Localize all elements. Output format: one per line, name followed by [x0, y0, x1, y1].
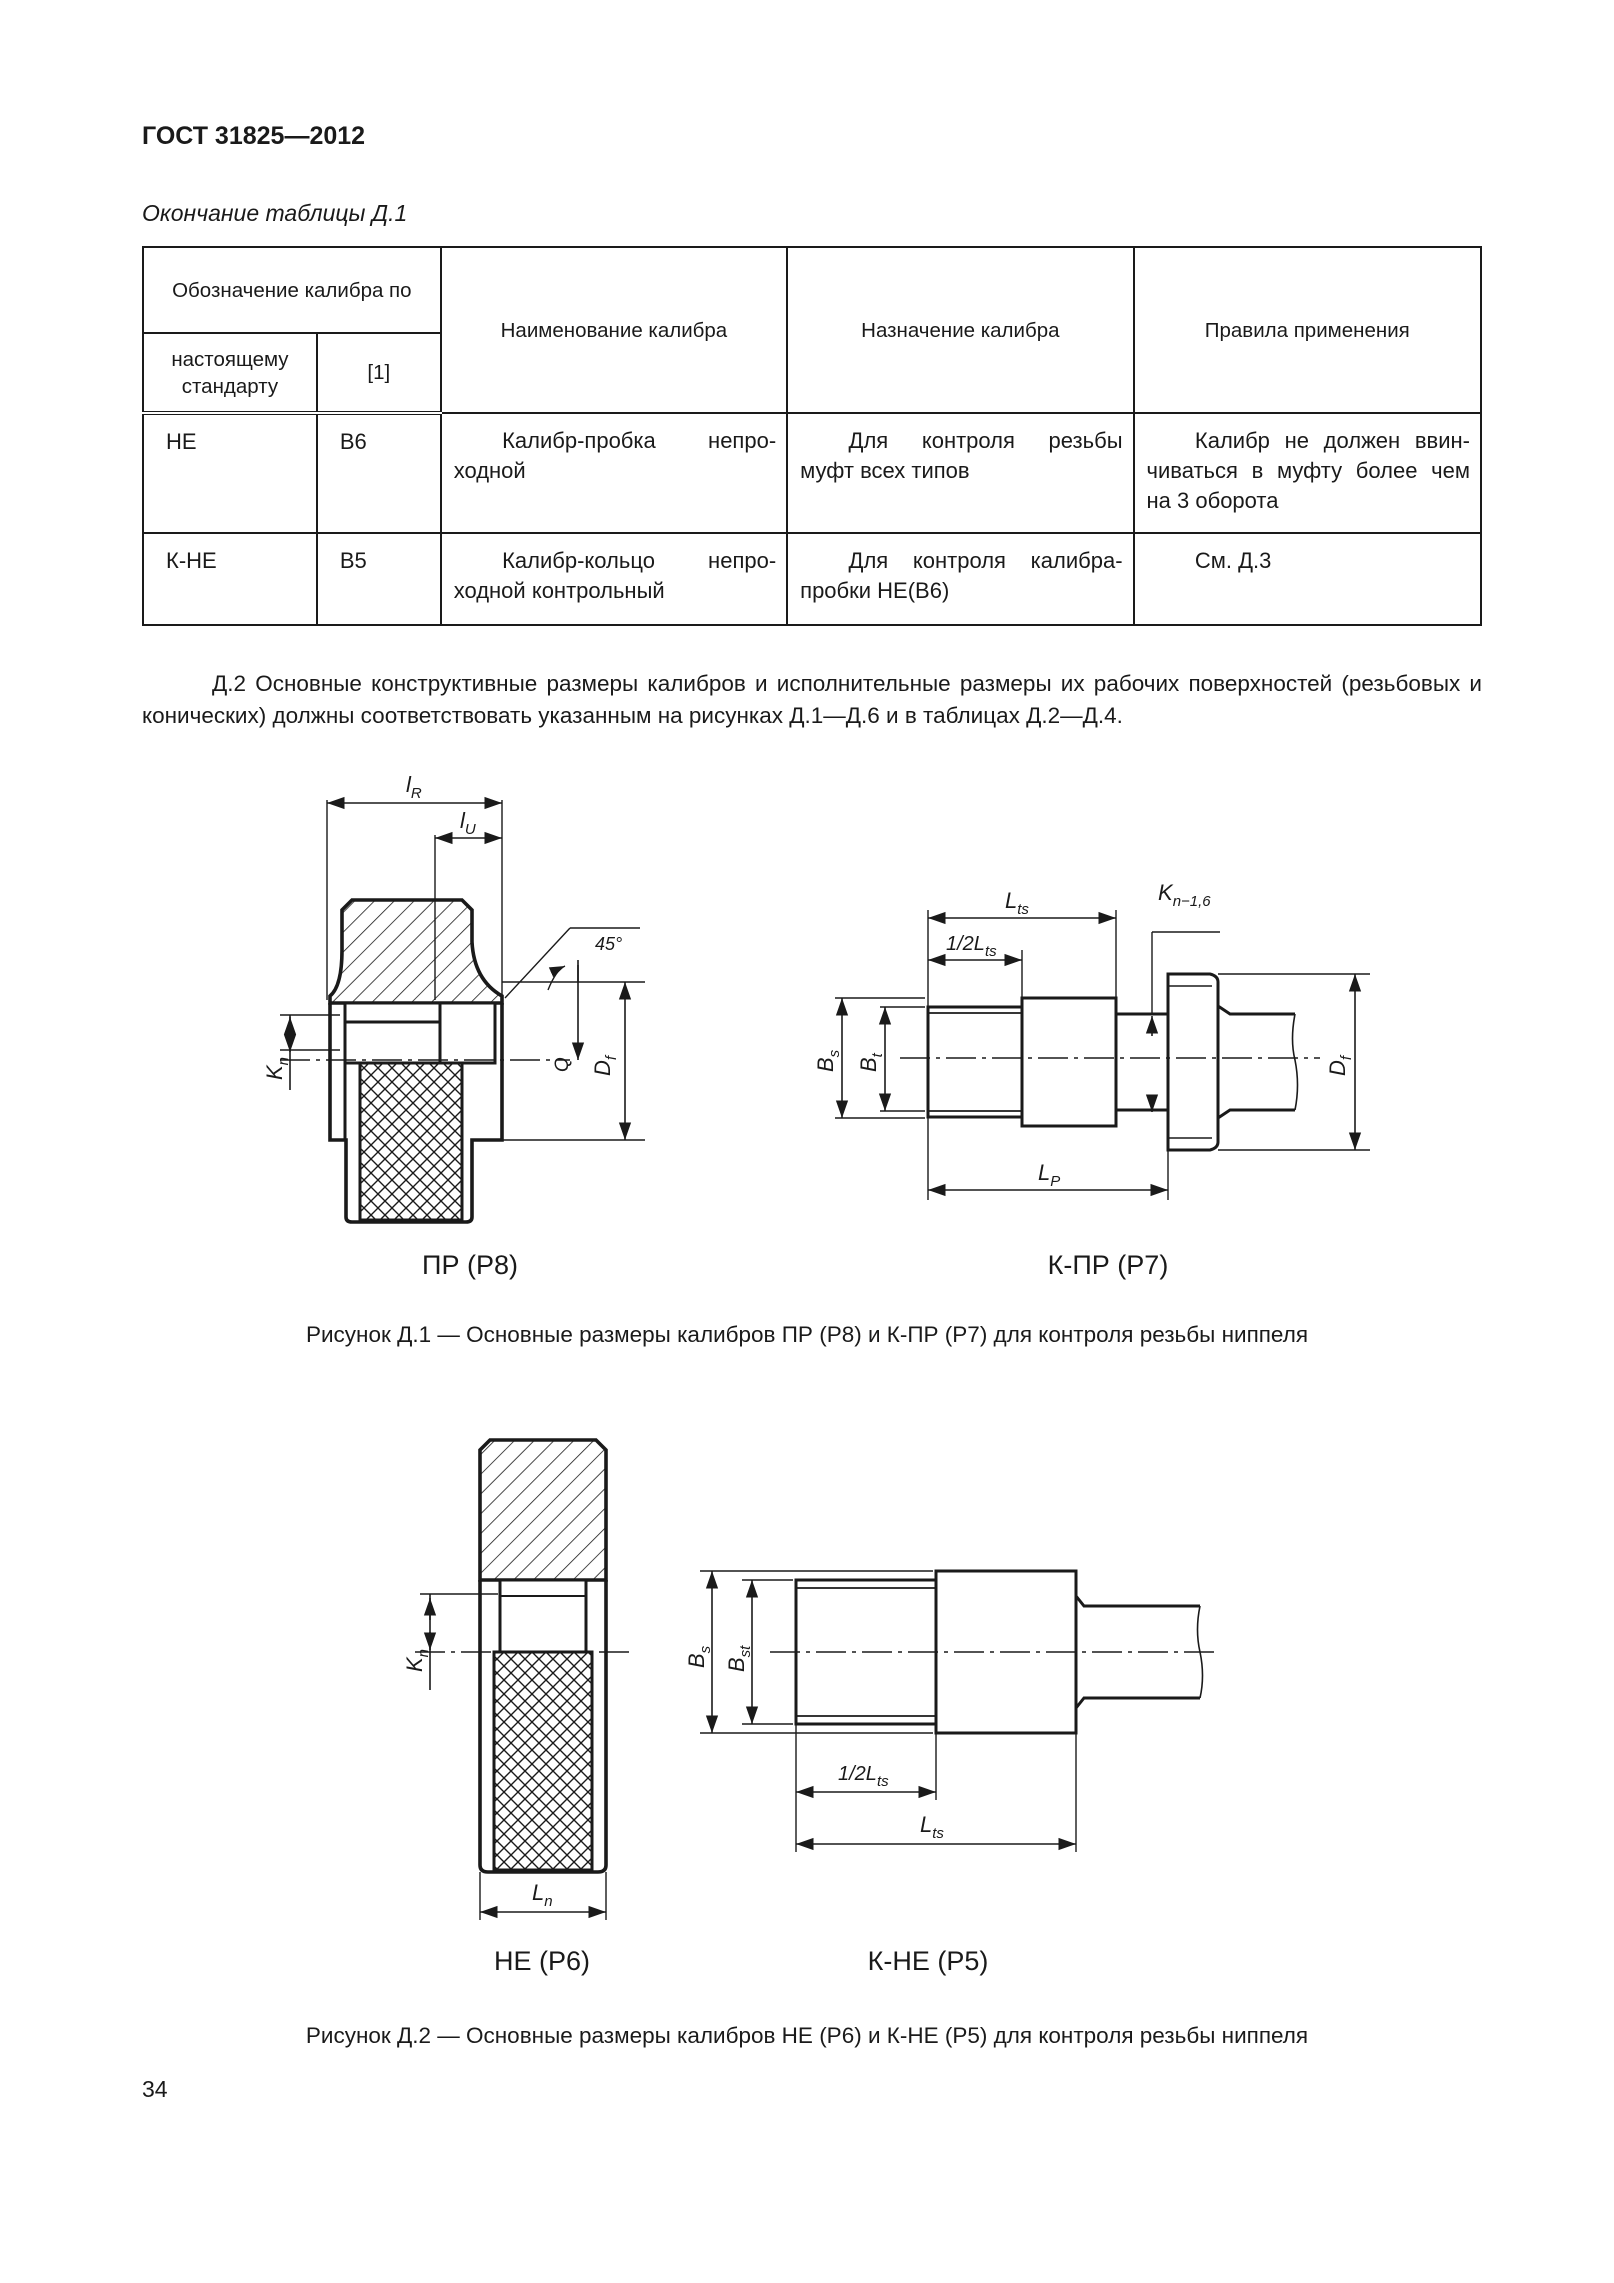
figure-d1 — [0, 760, 1614, 1360]
table-row — [143, 413, 1481, 533]
dim-Kn16: $K_{n-1,6}$ — [1158, 880, 1211, 910]
page-number: 34 — [142, 2076, 168, 2102]
document-header: ГОСТ 31825—2012 — [142, 122, 366, 150]
figure1-caption: Рисунок Д.1 — Основные размеры калибров ПР (Р8) и К-ПР (Р7) для контроля резьбы ниппеля — [305, 1322, 1309, 1347]
dim-lR: $l_R$ — [406, 772, 422, 802]
ne-ring-body — [480, 1440, 606, 1580]
dim-Bt: $B_t$ — [856, 1053, 886, 1072]
cell-this-std: К-НЕ — [143, 533, 317, 625]
header-name: Наименование калибра — [441, 247, 787, 413]
figure1-right-label: К-ПР (Р7) — [1047, 1250, 1169, 1280]
dim-half-Lts: $1/2L_{ts}$ — [838, 1763, 889, 1790]
cell-rules: Калибр не должен ввинчиваться в муфту более чем на 3 оборота — [1134, 413, 1481, 533]
cell-name: Калибр-пробка непроходной — [441, 413, 787, 533]
cell-ref: B5 — [317, 533, 441, 625]
dim-Bs: $B_s$ — [684, 1645, 714, 1668]
dim-half-Lts: $1/2L_{ts}$ — [946, 933, 997, 960]
table-caption: Окончание таблицы Д.1 — [142, 200, 408, 226]
header-ref: [1] — [317, 333, 441, 413]
dim-Lp: $L_P$ — [1038, 1160, 1061, 1190]
kpr-gauge-section — [1022, 998, 1116, 1126]
kpr-neck — [1116, 1014, 1168, 1110]
dim-Bst: $B_{st}$ — [724, 1645, 754, 1672]
paragraph-d2: Д.2 Основные конструктивные размеры калибров и исполнительные размеры их рабочих поверхностей (резьбовых и конических) должны соответствовать указанным на рисунках Д.1—Д.6 и в таблицах Д.2—Д.4. — [142, 671, 1482, 728]
cell-purpose: Для контроля резьбы муфт всех типов — [787, 413, 1133, 533]
kne-gauge-drawing — [700, 1571, 1220, 1852]
figure2-caption: Рисунок Д.2 — Основные размеры калибров НЕ (Р6) и К-НЕ (Р5) для контроля резьбы ниппеля — [305, 2023, 1309, 2048]
cell-this-std: НЕ — [143, 413, 317, 533]
dim-Df: $D_f$ — [590, 1055, 620, 1076]
dim-Kn: $K_n$ — [262, 1056, 292, 1080]
header-designation: Обозначение калибра по — [143, 247, 441, 333]
figure2-right-label: К-НЕ (Р5) — [867, 1946, 989, 1976]
cell-name: Калибр-кольцо непроходной контрольный — [441, 533, 787, 625]
kpr-flange — [1168, 974, 1218, 1150]
kpr-shank — [1218, 1006, 1295, 1118]
cell-rules: См. Д.3 — [1134, 533, 1481, 625]
dim-lU: $l_U$ — [460, 808, 476, 838]
table-row — [143, 533, 1481, 625]
kne-dimension-labels — [684, 1645, 944, 1842]
figure2-left-label: НЕ (Р6) — [493, 1946, 591, 1976]
dim-Ln: $L_n$ — [532, 1880, 553, 1910]
cell-ref: B6 — [317, 413, 441, 533]
gauge-table — [142, 246, 1482, 626]
header-this-standard: настоящему стандарту — [143, 333, 317, 413]
pr-gauge-drawing — [280, 800, 645, 1222]
dim-angle: 45° — [595, 934, 623, 954]
kpr-thread-section — [928, 1007, 1022, 1117]
kpr-gauge-drawing — [835, 910, 1370, 1200]
figure-d2 — [0, 1400, 1614, 2060]
ne-bore — [500, 1580, 586, 1652]
dim-Q: Q — [552, 1057, 573, 1072]
dim-Lts: $L_{ts}$ — [1005, 888, 1029, 918]
figure1-left-label: ПР (Р8) — [422, 1250, 518, 1280]
pr-ring-body — [330, 900, 502, 1003]
dim-Df2: $D_f$ — [1325, 1055, 1355, 1076]
pr-knurled-plug — [360, 1060, 462, 1220]
header-rules: Правила применения — [1134, 247, 1481, 413]
header-purpose: Назначение калибра — [787, 247, 1133, 413]
ne-gauge-drawing — [415, 1440, 630, 1920]
dim-Kn: $K_n$ — [402, 1648, 432, 1672]
kpr-dimension-labels — [813, 880, 1355, 1190]
dim-Lts: $L_{ts}$ — [920, 1812, 944, 1842]
ne-knurled-plug — [494, 1652, 592, 1870]
cell-purpose: Для контроля калибра-пробки НЕ(B6) — [787, 533, 1133, 625]
dim-Bs: $B_s$ — [813, 1049, 843, 1072]
